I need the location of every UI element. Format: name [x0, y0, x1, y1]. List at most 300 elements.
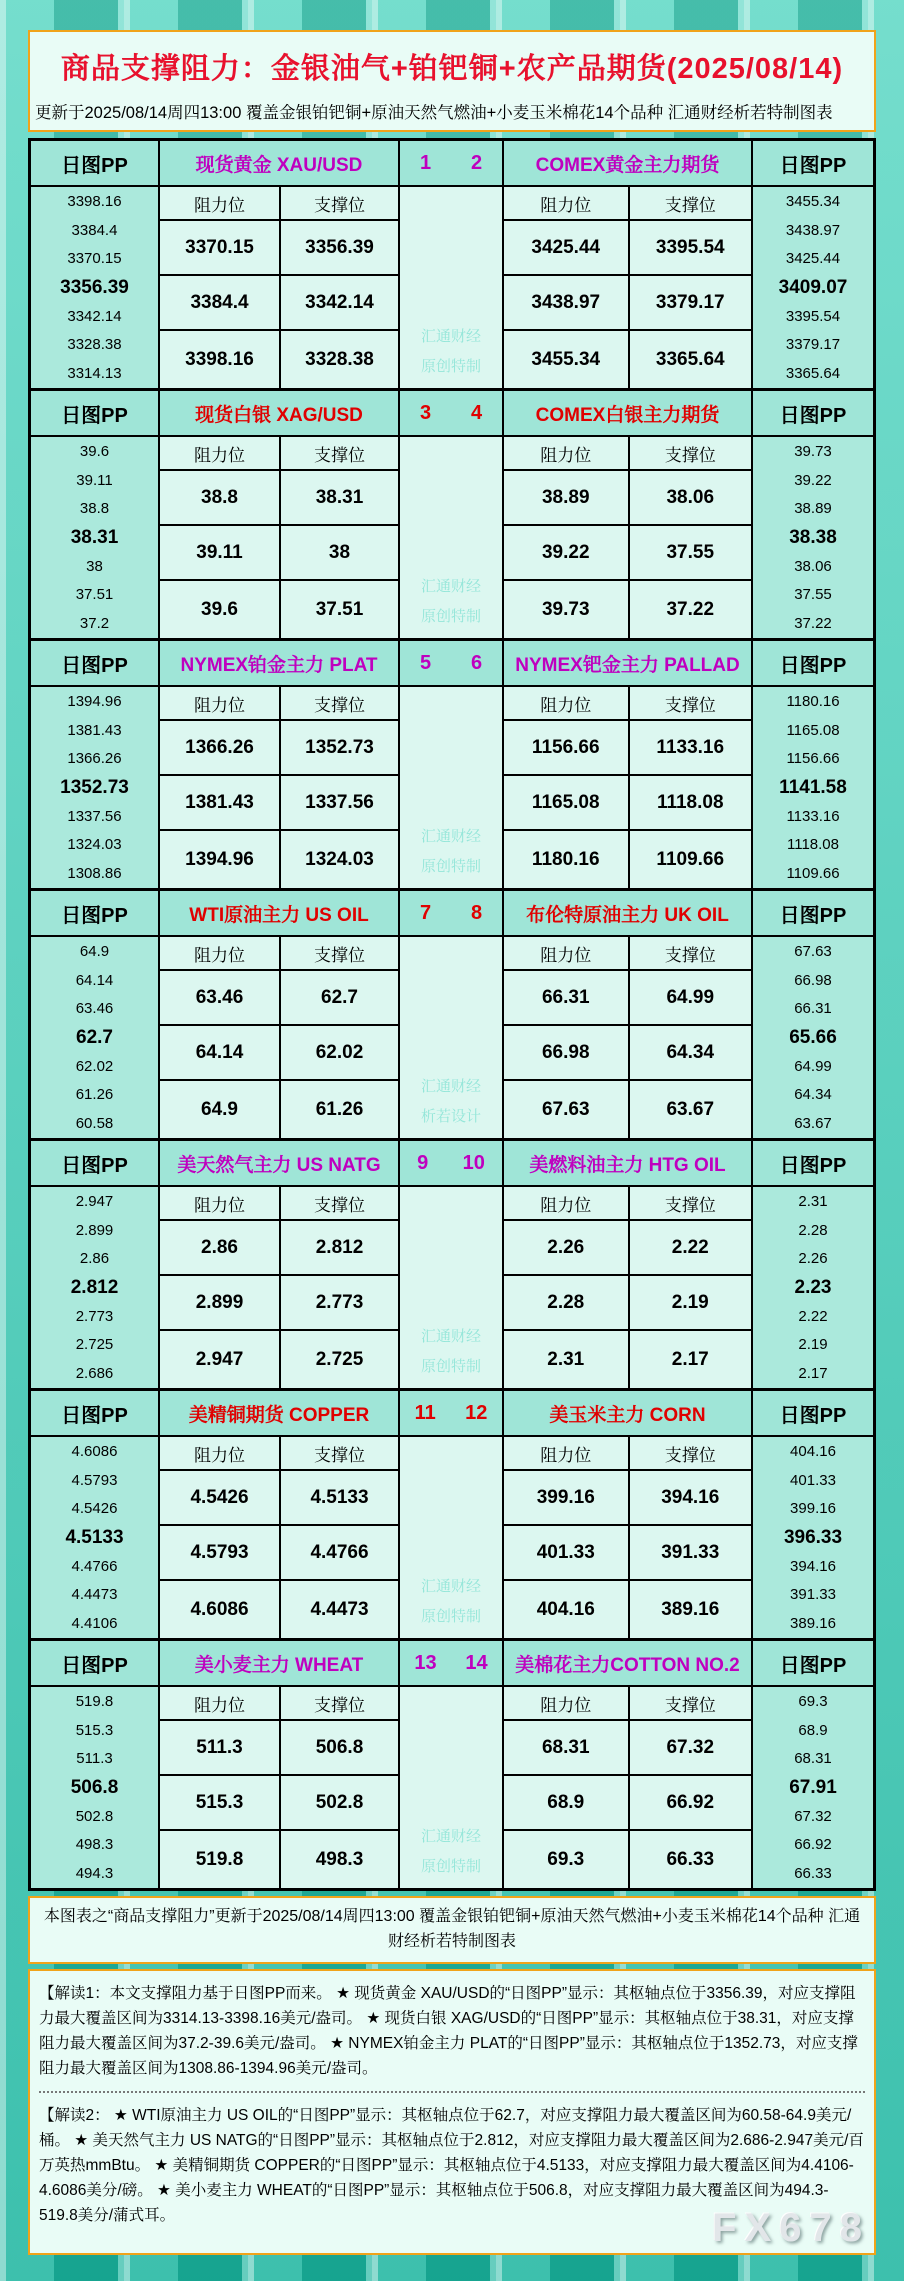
levels-table-left — [158, 687, 398, 888]
support-value: 2.22 — [628, 1221, 752, 1276]
pp-level-value: 64.99 — [794, 1057, 832, 1075]
pp-level-value: 4.4106 — [71, 1615, 118, 1633]
support-value: 4.4766 — [279, 1526, 398, 1581]
page-title: 商品支撑阻力：金银油气+铂钯铜+农产品期货(2025/08/14) — [60, 53, 844, 85]
pp-level-value: 60.58 — [75, 1115, 114, 1133]
resistance-header: 阻力位 — [160, 1187, 279, 1221]
pp-pivot-value: 396.33 — [783, 1526, 843, 1548]
pp-level-value: 2.947 — [75, 1192, 114, 1210]
pp-header-right: 日图PP — [751, 641, 873, 685]
support-value: 394.16 — [628, 1471, 752, 1526]
support-value: 1109.66 — [628, 831, 752, 888]
resistance-value: 1156.66 — [504, 721, 628, 776]
site-watermark — [400, 1322, 502, 1382]
index-right: 2 — [470, 151, 483, 174]
pp-level-value: 3328.38 — [67, 336, 122, 354]
site-watermark — [400, 572, 502, 632]
levels-table-left — [158, 1187, 398, 1388]
note-1: 【解读1：本文支撑阻力基于日图PP而来。 ★ 现货黄金 XAU/USD的“日图PP”显示：其枢轴点位于3356.39，对应支撑阻力最大覆盖区间为3314.13-3398.16美元/盎司。 ★ 现货白银 XAG/USD的“日图PP”显示：其枢轴点位于38.31，对应支撑阻力最大覆盖区间为37.2-39.6美元/盎司。 ★ NYMEX铂金主力 PLAT的“日图PP”显示：其枢轴点位于1352.73，对应支撑阻力最大覆盖区间为1308.86-1394.96美元/盎司。 — [39, 1984, 858, 2077]
resistance-value: 64.14 — [160, 1026, 279, 1081]
pp-level-value: 66.92 — [794, 1836, 832, 1854]
mid-column — [398, 1187, 502, 1388]
pp-level-value: 3370.15 — [67, 250, 122, 268]
support-value: 37.51 — [279, 581, 398, 638]
resistance-value: 1394.96 — [185, 848, 254, 870]
block-index-cell — [398, 891, 502, 935]
pp-level-value: 1180.16 — [786, 692, 840, 710]
pp-header-left: 日图PP — [61, 1154, 128, 1177]
support-value: 506.8 — [279, 1721, 398, 1776]
watermark-line-1: 汇通财经 — [420, 578, 481, 595]
support-value: 2.725 — [279, 1331, 398, 1388]
pp-level-value: 64.14 — [75, 971, 114, 989]
summary-text: 本图表之“商品支撑阻力”更新于2025/08/14周四13:00 覆盖金银铂钯铜+原油天然气燃油+小麦玉米棉花14个品种 汇通财经析若特制图表 — [28, 1896, 876, 1964]
pp-level-value: 1366.26 — [67, 750, 122, 768]
pp-level-value: 68.31 — [794, 1750, 832, 1768]
pp-level-value: 66.31 — [794, 1000, 832, 1018]
pp-levels-right — [751, 437, 873, 638]
pp-levels-left — [31, 1437, 158, 1638]
pp-level-value: 63.67 — [794, 1115, 832, 1133]
pp-level-value: 37.55 — [794, 586, 832, 604]
resistance-value: 399.16 — [504, 1471, 628, 1526]
resistance-value: 66.31 — [504, 971, 628, 1026]
levels-table-right — [502, 687, 751, 888]
support-value: 64.34 — [628, 1026, 752, 1081]
site-watermark — [400, 322, 502, 382]
support-value: 38.06 — [628, 471, 752, 526]
site-watermark — [400, 1072, 502, 1132]
pp-level-value: 68.9 — [798, 1721, 828, 1739]
block-index-cell — [398, 1141, 502, 1185]
commodity-body — [31, 937, 873, 1138]
mid-column — [398, 437, 502, 638]
support-value: 389.16 — [628, 1581, 752, 1638]
support-value: 3395.54 — [628, 221, 752, 276]
pp-level-value: 2.773 — [75, 1307, 114, 1325]
pp-level-value: 3455.34 — [785, 192, 841, 210]
pp-level-value: 39.22 — [794, 471, 832, 489]
levels-table-left — [158, 1437, 398, 1638]
support-value: 2.773 — [279, 1276, 398, 1331]
watermark-line-1: 汇通财经 — [420, 1078, 481, 1095]
pp-level-value: 37.2 — [79, 615, 110, 633]
index-right: 14 — [465, 1651, 488, 1674]
index-right: 4 — [470, 401, 483, 424]
site-watermark — [400, 1822, 502, 1882]
resistance-header: 阻力位 — [504, 687, 628, 721]
pp-level-value: 67.32 — [794, 1807, 832, 1825]
support-value: 4.4473 — [279, 1581, 398, 1638]
index-right: 12 — [465, 1401, 488, 1424]
commodity-name-left: 美精铜期货 COPPER — [158, 1391, 398, 1435]
watermark-line-2: 原创特制 — [420, 1858, 481, 1875]
support-value: 67.32 — [628, 1721, 752, 1776]
commodity-block — [31, 388, 873, 638]
pp-level-value: 391.33 — [790, 1586, 836, 1604]
mid-column — [398, 687, 502, 888]
levels-table-right — [502, 1687, 751, 1888]
resistance-value: 3370.15 — [160, 221, 279, 276]
watermark-line-1: 汇通财经 — [420, 328, 481, 345]
pp-level-value: 1118.08 — [787, 836, 839, 854]
watermark-line-1: 汇通财经 — [420, 1578, 481, 1595]
support-value: 1133.16 — [628, 721, 752, 776]
pp-level-value: 69.3 — [798, 1692, 828, 1710]
resistance-value: 3425.44 — [504, 221, 628, 276]
pp-pivot-value: 3356.39 — [60, 276, 129, 298]
resistance-value: 2.947 — [195, 1348, 244, 1370]
pp-level-value: 401.33 — [790, 1471, 836, 1489]
commodity-body — [31, 1437, 873, 1638]
support-value: 63.67 — [628, 1081, 752, 1138]
mid-column — [398, 187, 502, 388]
site-watermark — [400, 1572, 502, 1632]
watermark-line-2: 析若设计 — [420, 1108, 481, 1125]
commodity-body — [31, 687, 873, 888]
pp-pivot-value: 1141.58 — [779, 776, 847, 798]
pp-level-value: 3314.13 — [67, 365, 122, 383]
pp-levels-left — [31, 687, 158, 888]
pp-level-value: 39.11 — [76, 471, 113, 489]
commodity-name-right: COMEX黄金主力期货 — [502, 141, 751, 185]
commodity-body — [31, 1687, 873, 1888]
pp-levels-left — [31, 1187, 158, 1388]
pp-level-value: 404.16 — [790, 1442, 836, 1460]
commodity-name-left: 现货黄金 XAU/USD — [158, 141, 398, 185]
pp-level-value: 3379.17 — [785, 336, 841, 354]
commodity-name-right: 布伦特原油主力 UK OIL — [502, 891, 751, 935]
pp-level-value: 389.16 — [790, 1615, 836, 1633]
commodity-body — [31, 187, 873, 388]
resistance-value: 4.5426 — [160, 1471, 279, 1526]
pp-level-value: 64.9 — [79, 942, 110, 960]
pp-level-value: 67.63 — [794, 942, 832, 960]
pp-level-value: 3398.16 — [67, 192, 122, 210]
commodity-name-right: 美玉米主力 CORN — [502, 1391, 751, 1435]
resistance-value: 2.26 — [504, 1221, 628, 1276]
resistance-header: 阻力位 — [160, 937, 279, 971]
pp-header-right: 日图PP — [751, 1641, 873, 1685]
resistance-value: 39.22 — [504, 526, 628, 581]
pp-level-value: 64.34 — [794, 1086, 832, 1104]
pp-levels-left — [31, 187, 158, 388]
commodity-block — [31, 1638, 873, 1888]
support-header: 支撑位 — [279, 687, 398, 721]
pp-pivot-value: 1352.73 — [60, 776, 129, 798]
pp-header-left: 日图PP — [61, 654, 128, 677]
resistance-value: 38.8 — [160, 471, 279, 526]
pp-header-right: 日图PP — [751, 141, 873, 185]
pp-level-value: 511.3 — [76, 1750, 113, 1768]
pp-header-left: 日图PP — [61, 904, 128, 927]
commodity-body — [31, 437, 873, 638]
pp-level-value: 3342.14 — [67, 307, 122, 325]
support-header: 支撑位 — [628, 1187, 752, 1221]
pivot-table — [28, 138, 876, 1891]
index-left: 1 — [419, 151, 432, 174]
support-header: 支撑位 — [279, 1187, 398, 1221]
support-header: 支撑位 — [279, 1687, 398, 1721]
pp-levels-left — [31, 1687, 158, 1888]
pp-header-left: 日图PP — [61, 154, 128, 177]
header-box — [28, 30, 876, 132]
support-value: 3328.38 — [279, 331, 398, 388]
pp-levels-right — [751, 1437, 873, 1638]
site-watermark — [400, 822, 502, 882]
resistance-value: 519.8 — [195, 1848, 244, 1870]
resistance-header: 阻力位 — [504, 437, 628, 471]
resistance-value: 69.3 — [547, 1848, 585, 1870]
resistance-value: 3398.16 — [185, 348, 254, 370]
pp-level-value: 2.26 — [798, 1250, 828, 1268]
resistance-value: 404.16 — [536, 1598, 595, 1620]
index-left: 3 — [419, 401, 432, 424]
pp-level-value: 4.4473 — [71, 1586, 118, 1604]
support-value: 61.26 — [279, 1081, 398, 1138]
watermark-line-2: 原创特制 — [420, 1608, 481, 1625]
commodity-name-left: WTI原油主力 US OIL — [158, 891, 398, 935]
support-header: 支撑位 — [279, 937, 398, 971]
commodity-header-band — [31, 141, 873, 187]
pp-level-value: 498.3 — [75, 1836, 114, 1854]
support-value: 62.02 — [279, 1026, 398, 1081]
pp-level-value: 394.16 — [790, 1557, 836, 1575]
pp-header-left: 日图PP — [61, 404, 128, 427]
pp-level-value: 2.86 — [79, 1250, 110, 1268]
pp-level-value: 1109.66 — [786, 865, 840, 883]
pp-level-value: 515.3 — [75, 1721, 114, 1739]
pp-level-value: 1156.66 — [786, 750, 840, 768]
pp-levels-right — [751, 687, 873, 888]
support-value: 38.31 — [279, 471, 398, 526]
index-right: 6 — [470, 651, 483, 674]
watermark-line-2: 原创特制 — [420, 1358, 481, 1375]
resistance-value: 67.63 — [541, 1098, 590, 1120]
pp-level-value: 1337.56 — [67, 807, 122, 825]
support-value: 1337.56 — [279, 776, 398, 831]
support-value: 3365.64 — [628, 331, 752, 388]
commodity-header-band — [31, 1391, 873, 1437]
support-header: 支撑位 — [279, 437, 398, 471]
levels-table-right — [502, 437, 751, 638]
support-value: 1324.03 — [279, 831, 398, 888]
levels-table-left — [158, 1687, 398, 1888]
commodity-block — [31, 638, 873, 888]
resistance-value: 4.6086 — [190, 1598, 249, 1620]
pp-levels-left — [31, 437, 158, 638]
support-header: 支撑位 — [628, 687, 752, 721]
resistance-value: 3438.97 — [504, 276, 628, 331]
resistance-value: 3455.34 — [531, 348, 601, 370]
pp-level-value: 39.73 — [794, 442, 832, 460]
watermark-line-1: 汇通财经 — [420, 828, 481, 845]
resistance-value: 1381.43 — [160, 776, 279, 831]
support-value: 66.33 — [628, 1831, 752, 1888]
resistance-value: 68.31 — [504, 1721, 628, 1776]
support-header: 支撑位 — [279, 187, 398, 221]
resistance-value: 38.89 — [504, 471, 628, 526]
resistance-value: 66.98 — [504, 1026, 628, 1081]
resistance-value: 39.73 — [541, 598, 590, 620]
fx678-watermark: FX678 — [712, 2205, 870, 2250]
commodity-body — [31, 1187, 873, 1388]
commodity-name-right: COMEX白银主力期货 — [502, 391, 751, 435]
commodity-header-band — [31, 391, 873, 437]
pp-level-value: 4.6086 — [71, 1442, 118, 1460]
pp-level-value: 1165.08 — [786, 721, 840, 739]
pp-level-value: 38.06 — [794, 557, 832, 575]
resistance-header: 阻力位 — [504, 937, 628, 971]
levels-table-right — [502, 937, 751, 1138]
pp-level-value: 4.5426 — [71, 1500, 118, 1518]
support-header: 支撑位 — [628, 1437, 752, 1471]
mid-column — [398, 937, 502, 1138]
pp-level-value: 66.33 — [794, 1865, 832, 1883]
support-value: 498.3 — [279, 1831, 398, 1888]
pp-level-value: 38 — [86, 557, 103, 575]
levels-table-right — [502, 1187, 751, 1388]
index-right: 10 — [462, 1151, 485, 1174]
pp-level-value: 1133.16 — [786, 807, 840, 825]
commodity-name-left: 美天然气主力 US NATG — [158, 1141, 398, 1185]
support-value: 37.22 — [628, 581, 752, 638]
block-index-cell — [398, 141, 502, 185]
block-index-cell — [398, 1391, 502, 1435]
resistance-value: 39.6 — [201, 598, 238, 620]
support-header: 支撑位 — [628, 937, 752, 971]
pp-level-value: 1308.86 — [67, 865, 122, 883]
mid-column — [398, 1687, 502, 1888]
pp-level-value: 2.28 — [798, 1221, 828, 1239]
resistance-value: 2.31 — [547, 1348, 585, 1370]
pp-header-right: 日图PP — [751, 1141, 873, 1185]
pp-pivot-value: 65.66 — [789, 1026, 837, 1048]
pp-level-value: 38.8 — [79, 500, 110, 518]
pp-level-value: 2.686 — [75, 1365, 114, 1383]
block-index-cell — [398, 1641, 502, 1685]
pp-level-value: 4.5793 — [71, 1471, 118, 1489]
pp-level-value: 3384.4 — [71, 221, 118, 239]
levels-table-left — [158, 437, 398, 638]
pp-level-value: 37.22 — [794, 615, 832, 633]
pp-pivot-value: 62.7 — [76, 1026, 113, 1048]
resistance-value: 64.9 — [201, 1098, 238, 1120]
resistance-value: 515.3 — [160, 1776, 279, 1831]
resistance-header: 阻力位 — [160, 437, 279, 471]
pp-header-left: 日图PP — [61, 1654, 128, 1677]
pp-header-right: 日图PP — [751, 1391, 873, 1435]
index-left: 5 — [419, 651, 432, 674]
resistance-header: 阻力位 — [504, 1437, 628, 1471]
support-value: 1352.73 — [279, 721, 398, 776]
resistance-header: 阻力位 — [160, 1437, 279, 1471]
resistance-header: 阻力位 — [504, 1187, 628, 1221]
commodity-header-band — [31, 1141, 873, 1187]
pp-header-right: 日图PP — [751, 891, 873, 935]
resistance-value: 68.9 — [504, 1776, 628, 1831]
commodity-name-left: 现货白银 XAG/USD — [158, 391, 398, 435]
pp-pivot-value: 38.31 — [70, 526, 119, 548]
commodity-header-band — [31, 891, 873, 937]
pp-level-value: 2.899 — [75, 1221, 114, 1239]
pp-level-value: 38.89 — [794, 500, 832, 518]
pp-pivot-value: 506.8 — [70, 1776, 119, 1798]
pp-level-value: 2.17 — [798, 1365, 828, 1383]
notes-box — [28, 1969, 876, 2255]
pp-pivot-value: 3409.07 — [778, 276, 848, 298]
pp-level-value: 3438.97 — [785, 221, 841, 239]
watermark-line-1: 汇通财经 — [420, 1828, 481, 1845]
pp-level-value: 3365.64 — [785, 365, 841, 383]
pp-level-value: 2.725 — [75, 1336, 114, 1354]
pp-level-value: 39.6 — [79, 442, 110, 460]
watermark-line-2: 原创特制 — [420, 858, 481, 875]
pp-pivot-value: 4.5133 — [65, 1526, 124, 1548]
commodity-header-band — [31, 1641, 873, 1687]
watermark-line-2: 原创特制 — [420, 358, 481, 375]
pp-level-value: 399.16 — [790, 1500, 836, 1518]
resistance-header: 阻力位 — [160, 687, 279, 721]
support-value: 3342.14 — [279, 276, 398, 331]
resistance-value: 1366.26 — [160, 721, 279, 776]
pp-header-right: 日图PP — [751, 391, 873, 435]
support-header: 支撑位 — [628, 1687, 752, 1721]
support-value: 502.8 — [279, 1776, 398, 1831]
pp-levels-right — [751, 1687, 873, 1888]
resistance-value: 401.33 — [504, 1526, 628, 1581]
support-header: 支撑位 — [279, 1437, 398, 1471]
resistance-header: 阻力位 — [504, 1687, 628, 1721]
support-value: 391.33 — [628, 1526, 752, 1581]
watermark-line-1: 汇通财经 — [420, 1328, 481, 1345]
pp-level-value: 502.8 — [75, 1807, 114, 1825]
pp-level-value: 1381.43 — [67, 721, 122, 739]
page-subtitle: 更新于2025/08/14周四13:00 覆盖金银铂钯铜+原油天然气燃油+小麦玉米棉花14个品种 汇通财经析若特制图表 — [35, 104, 833, 122]
pp-level-value: 66.98 — [794, 971, 832, 989]
resistance-value: 2.899 — [160, 1276, 279, 1331]
index-left: 13 — [414, 1651, 437, 1674]
support-header: 支撑位 — [628, 187, 752, 221]
commodity-name-right: NYMEX钯金主力 PALLAD — [502, 641, 751, 685]
pp-pivot-value: 38.38 — [789, 526, 837, 548]
watermark-line-2: 原创特制 — [420, 608, 481, 625]
resistance-value: 63.46 — [160, 971, 279, 1026]
resistance-value: 1165.08 — [504, 776, 628, 831]
pp-level-value: 519.8 — [75, 1692, 114, 1710]
resistance-value: 4.5793 — [160, 1526, 279, 1581]
block-index-cell — [398, 641, 502, 685]
resistance-value: 511.3 — [160, 1721, 279, 1776]
levels-table-right — [502, 187, 751, 388]
support-value: 37.55 — [628, 526, 752, 581]
support-value: 2.812 — [279, 1221, 398, 1276]
support-value: 2.17 — [628, 1331, 752, 1388]
pp-level-value: 2.31 — [798, 1192, 828, 1210]
pp-pivot-value: 2.23 — [794, 1276, 832, 1298]
dotted-divider — [39, 2091, 865, 2093]
resistance-value: 2.28 — [504, 1276, 628, 1331]
support-value: 1118.08 — [628, 776, 752, 831]
support-value: 66.92 — [628, 1776, 752, 1831]
pp-level-value: 62.02 — [75, 1057, 114, 1075]
support-value: 62.7 — [279, 971, 398, 1026]
resistance-value: 2.86 — [160, 1221, 279, 1276]
support-value: 64.99 — [628, 971, 752, 1026]
pp-levels-right — [751, 187, 873, 388]
pp-level-value: 2.22 — [798, 1307, 828, 1325]
levels-table-left — [158, 187, 398, 388]
